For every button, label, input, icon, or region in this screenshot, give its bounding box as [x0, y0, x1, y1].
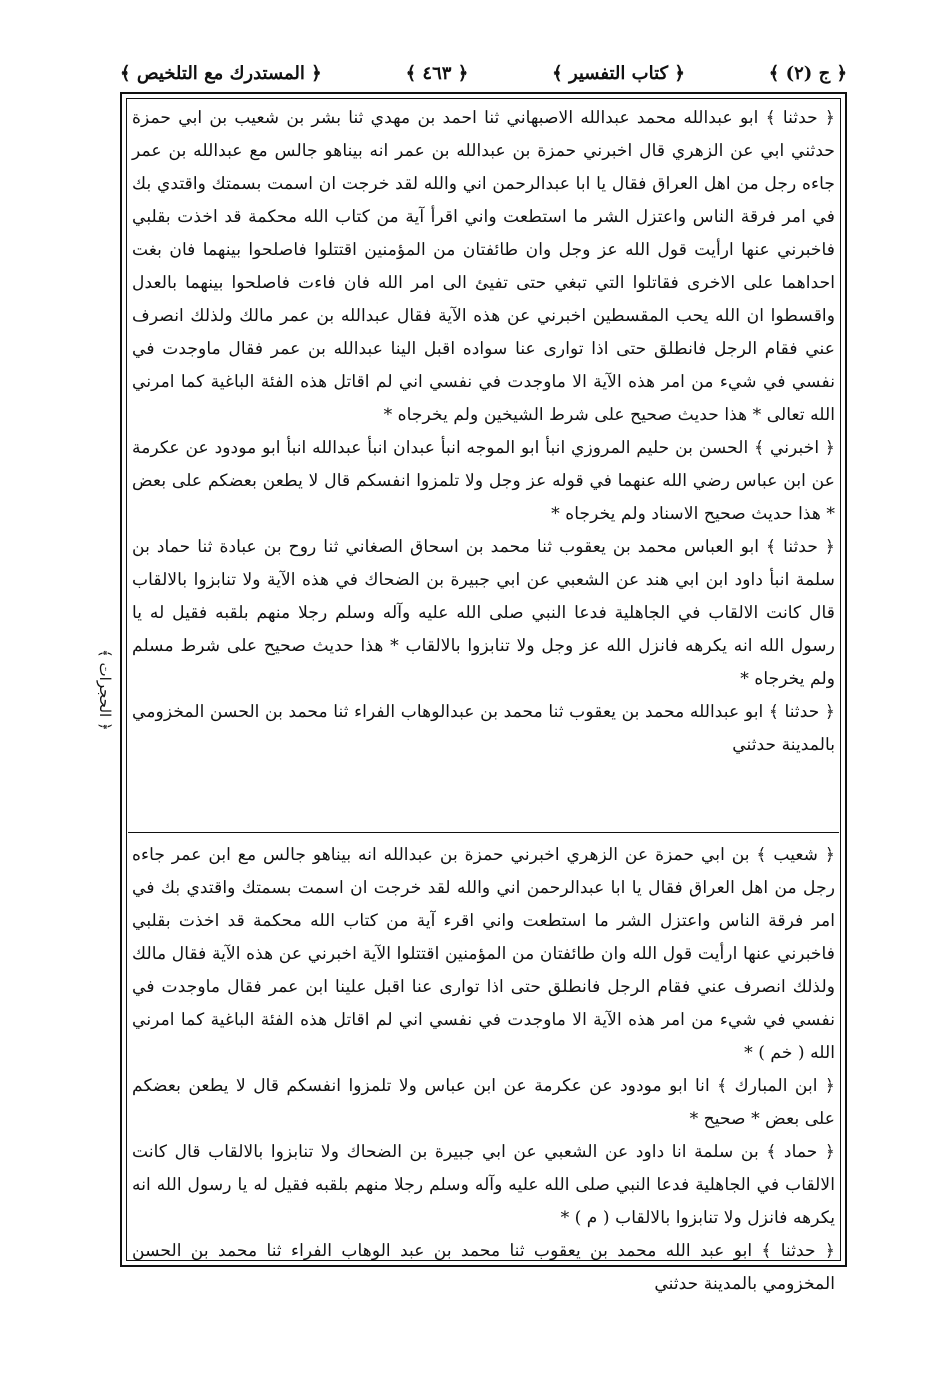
header-book-title: ﴿ المستدرك مع التلخيص ﴾ [120, 62, 322, 84]
header-volume: ﴿ ج (٢) ﴾ [768, 62, 847, 84]
summary-paragraph: ﴿ حماد ﴾ بن سلمة انا داود عن الشعبي عن ابي جبيرة بن الضحاك ولا تنابزوا بالالقاب قال كانت الالقاب في الجاهلية فدعا النبي صلى الله عليه وآله وسلم رجلا منهم بلقبه فقيل له يا رسول الله انه يكرهه فانزل ولا تنابزوا بالالقاب ( م ) * [132, 1142, 835, 1228]
summary-paragraph: ﴿ حدثنا ﴾ ابو عبد الله محمد بن يعقوب ثنا محمد بن عبد الوهاب الفراء ثنا محمد بن الحسن المخزومي بالمدينة حدثني [132, 1241, 835, 1294]
header-page-number: ﴿ ٤٦٣ ﴾ [405, 62, 469, 84]
hadith-paragraph: ﴿ حدثنا ﴾ ابو عبدالله محمد بن يعقوب ثنا محمد بن عبدالوهاب الفراء ثنا محمد بن الحسن المخزومي بالمدينة حدثني [132, 702, 835, 755]
section-divider [128, 832, 839, 833]
page-header [120, 58, 847, 88]
summary-paragraph: ﴿ شعيب ﴾ بن ابي حمزة عن الزهري اخبرني حمزة بن عبدالله انه بيناهو جالس مع ابن عمر جاءه رجل من اهل العراق فقال يا ابا عبدالرحمن اني والله لقد خرجت ان اسمت بسمتك واقتدي بك في امر فرقة الناس واعتزل الشر ما استطعت واني اقرء آية من كتاب الله محكمة قد اخذت بقلبي فاخبرني عنها ارأيت قول الله وان طائفتان من المؤمنين اقتتلوا الآية اخبرني عن هذه الآية فقال مالك ولذلك انصرف عني فقام الرجل فانطلق حتى اذا توارى عنا اقبل علينا ابن عمر فقال ماوجدت في نفسي في شيء من امر هذه الآية الا ماوجدت في نفسي اني لم اقاتل هذه الفئة الباغية كما امرني الله ( خم ) * [132, 845, 835, 1063]
text-frame [120, 92, 847, 1294]
hadith-paragraph: ﴿ اخبرني ﴾ الحسن بن حليم المروزي انبأ ابو الموجه انبأ عبدان انبأ عبدالله انبأ ابو مودود عن عكرمة عن ابن عباس رضي الله عنهما في قوله عز وجل ولا تلمزوا انفسكم قال لا يطعن بعضكم على بعض * هذا حديث صحيح الاسناد ولم يخرجاه * [132, 438, 835, 524]
hadith-paragraph: ﴿ حدثنا ﴾ ابو العباس محمد بن يعقوب ثنا محمد بن اسحاق الصغاني ثنا روح بن عبادة ثنا حماد بن سلمة انبأ داود ابن ابي هند عن الشعبي عن ابي جبيرة بن الضحاك في هذه الآية ولا تنابزوا بالالقاب قال كانت الالقاب في الجاهلية فدعا النبي صلى الله عليه وآله وسلم رجلا منهم بلقبه فقيل له يا رسول الله انه يكرهه فانزل الله عز وجل ولا تنابزوا بالالقاب * هذا حديث صحيح على شرط مسلم ولم يخرجاه * [132, 537, 835, 689]
margin-surah-note: ﴿ الحجرات ﴾ [96, 649, 114, 731]
hadith-paragraph: ﴿ حدثنا ﴾ ابو عبدالله محمد عبدالله الاصبهاني ثنا احمد بن مهدي ثنا بشر بن شعيب بن ابي حمزة حدثني ابي عن الزهري قال اخبرني حمزة بن عبدالله بن عمر انه بيناهو جالس مع عبدالله بن عمر جاءه رجل من اهل العراق فقال يا ابا عبدالرحمن اني والله لقد خرجت ان اسمت بسمتك واقتدي بك في امر فرقة الناس واعتزل الشر ما استطعت واني اقرأ آية من كتاب الله محكمة قد اخذت بقلبي فاخبرني عنها ارأيت قول الله عز وجل وان طائفتان من المؤمنين اقتتلوا فاصلحوا بينهما فان بغت احداهما على الاخرى فقاتلوا التي تبغي حتى تفيئ الى امر الله فان فاءت فاصلحوا بينهما بالعدل واقسطوا ان الله يحب المقسطين اخبرني عن هذه الآية فقال عبدالله بن عمر مالك ولذلك انصرف عني فقام الرجل فانطلق حتى اذا توارى عنا سواده اقبل الينا عبدالله بن عمر فقال ماوجدت في نفسي في شيء من امر هذه الآية الا ماوجدت في نفسي اني لم اقاتل هذه الفئة الباغية كما امرني الله تعالى * هذا حديث صحيح على شرط الشيخين ولم يخرجاه * [132, 108, 835, 425]
summary-text-section [132, 839, 835, 1301]
main-text-section [132, 102, 835, 762]
summary-paragraph: ﴿ ابن المبارك ﴾ انا ابو مودود عن عكرمة عن ابن عباس ولا تلمزوا انفسكم قال لا يطعن بعضكم على بعض * صحيح * [132, 1076, 835, 1129]
header-chapter-title: ﴿ كتاب التفسير ﴾ [552, 62, 685, 84]
